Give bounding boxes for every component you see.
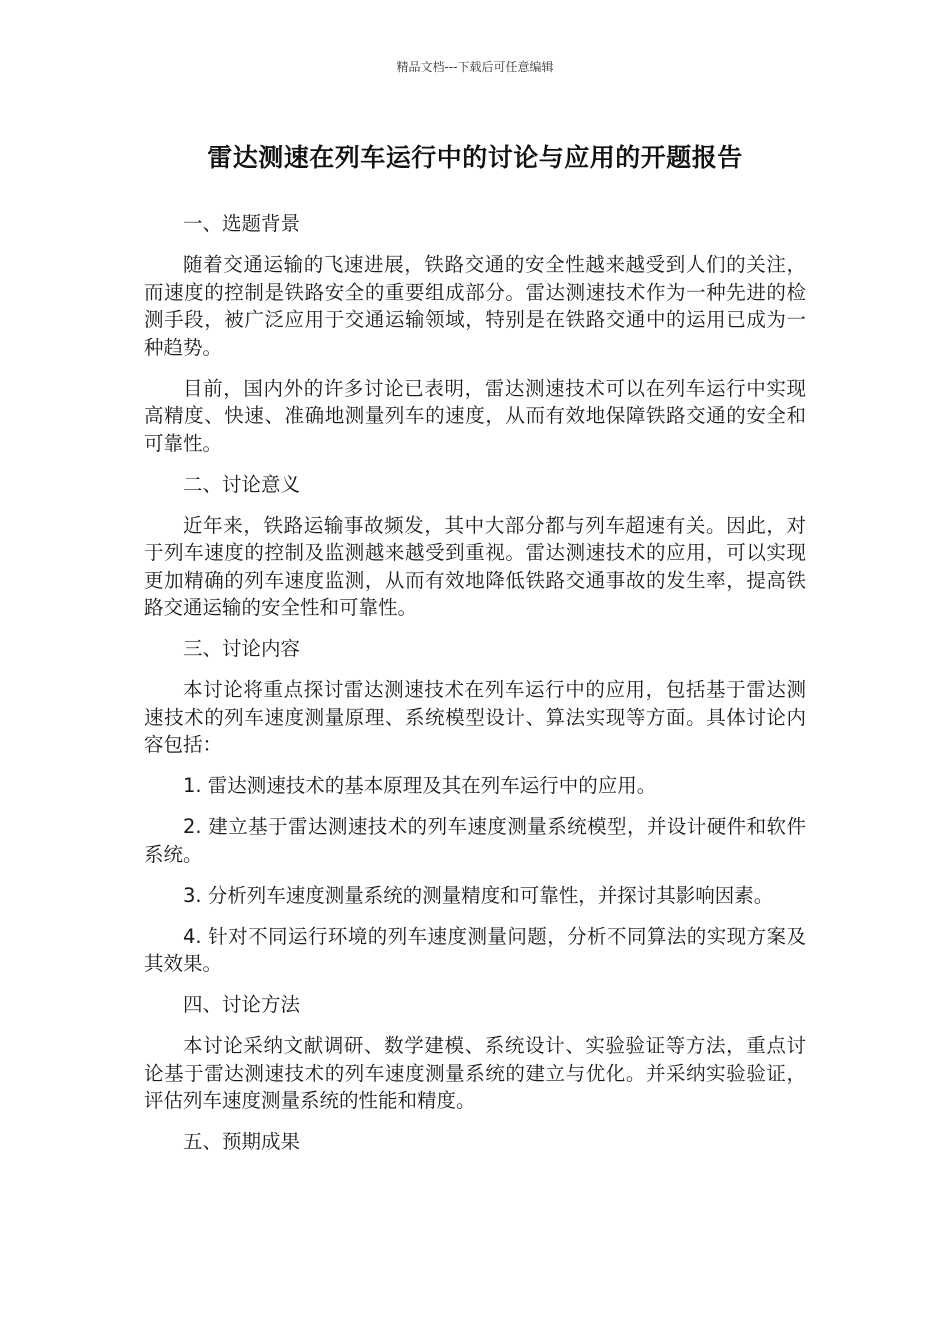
section-heading-method: 四、讨论方法 (183, 993, 301, 1016)
paragraph: 本讨论将重点探讨雷达测速技术在列车运行中的应用，包括基于雷达测速技术的列车速度测量原理、系统模型设计、算法实现等方面。具体讨论内容包括： (144, 678, 806, 756)
list-item: 4. 针对不同运行环境的列车速度测量问题，分析不同算法的实现方案及其效果。 (144, 924, 806, 975)
paragraph: 目前，国内外的许多讨论已表明，雷达测速技术可以在列车运行中实现高精度、快速、准确地测量列车的速度，从而有效地保障铁路交通的安全和可靠性。 (144, 376, 806, 455)
paragraph: 近年来，铁路运输事故频发，其中大部分都与列车超速有关。因此，对于列车速度的控制及监测越来越受到重视。雷达测速技术的应用，可以实现更加精确的列车速度监测，从而有效地降低铁路交通事故的发生率，提高铁路交通运输的安全性和可靠性。 (144, 513, 806, 619)
section-heading-content: 三、讨论内容 (183, 637, 301, 660)
list-item: 2. 建立基于雷达测速技术的列车速度测量系统模型，并设计硬件和软件系统。 (144, 815, 806, 866)
document-title: 雷达测速在列车运行中的讨论与应用的开题报告 (207, 143, 743, 172)
paragraph: 本讨论采纳文献调研、数学建模、系统设计、实验验证等方法，重点讨论基于雷达测速技术的列车速度测量系统的建立与优化。并采纳实验验证，评估列车速度测量系统的性能和精度。 (144, 1034, 806, 1112)
paragraph: 随着交通运输的飞速进展，铁路交通的安全性越来越受到人们的关注，而速度的控制是铁路安全的重要组成部分。雷达测速技术作为一种先进的检测手段，被广泛应用于交通运输领域，特别是在铁路交通中的运用已成为一种趋势。 (144, 253, 806, 359)
page-header: 精品文档---下载后可任意编辑 (396, 60, 554, 74)
section-heading-background: 一、选题背景 (183, 212, 301, 235)
list-item: 3. 分析列车速度测量系统的测量精度和可靠性，并探讨其影响因素。 (183, 883, 774, 907)
list-item: 1. 雷达测速技术的基本原理及其在列车运行中的应用。 (183, 774, 657, 797)
section-heading-significance: 二、讨论意义 (183, 472, 301, 496)
section-heading-expected-results: 五、预期成果 (183, 1130, 301, 1153)
document-body (144, 210, 806, 1169)
